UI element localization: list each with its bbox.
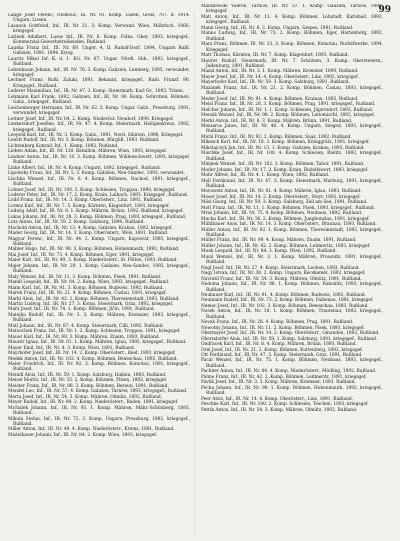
register-entry: Neubauer Karl, Inf., IR. Nr. 91. 4. Komp. Böhmen, Budweis, 1892, Rußland. [201, 293, 366, 299]
register-entry: Loibl Franz, Inf., IR. Nr. 14. 3. Komp. Oberösterr., Linz, 1892, Rußland. [8, 198, 164, 204]
register-entry: Pecha Johann, Inf., IR. Nr. 98. 1. Komp. Böhmen, Hohenmauth, 1892, kriegsgef., Rußland. [201, 385, 383, 397]
register-entry: Mayer Emil, Inf., IR. Nr. 4. 3. Komp. Wien, 1891, Rußland. [8, 345, 135, 351]
register-entry: Pavlik Josef, Inf., IR. Nr. 3. 3. Komp. Mähren, Kremsier, 1893, Rußland. [201, 380, 356, 386]
register-entry: Mikolajczyk Jan, Inf., IR. Nr. 13. 1. Komp. Galizien, Krakau, 1893, Rußland. [201, 145, 365, 151]
register-entry: Maliszewski Valerie, Tarnów, IR. Nr. 57. 1. Komp. Galizien, Tarnów, 1890, kriegsgef. [201, 4, 383, 15]
register-entry: Leichenberger Hermann, Inf., IR. Nr. 62. 3. Komp. Ungar. Galiz., Pressburg, 1891, verwundet, kriegsgef. [8, 105, 190, 117]
register-entry: Müller Franz, Inf., IR. Nr. 99. 4. Komp. Mähren, Znaim, 1891, Rußland. [201, 238, 357, 244]
register-entry: Peschke Karl, Inf., IR. Nr. 100. 2. Komp. Schlesien, Teschen, 1893, kriegsgef. [201, 402, 369, 408]
register-entry: Meszaros Janos, Inf., IR. Nr. 46. 4. Komp. Ungarn, Szeged, 1893, kriegsgef., Rußland. [201, 123, 383, 135]
register-entry: Mikesch Karl, Inf., IR. Nr. 18. 3. Komp. Böhmen, Königgrätz, 1891, kriegsgef. [201, 140, 370, 146]
register-entry: Meister Franz, Inf., IR. Nr. 88. 3. Komp. Böhmen, Beraun, 1891, Rußland. [8, 383, 169, 389]
register-entry: Lasanck Gottfried, Inf., IR. Nr. 21. 3. Komp. Verwund. Wien, Mährisch. 1866, kriegsgef. [8, 23, 190, 35]
register-entry: Lenkersdorf Josefine, Inf., IR. Nr. 47. 4. Komp. Steiermark, Heiligenkreuz, 1892, kriegsgef., Rußland. [8, 122, 190, 133]
register-entry: Nagy Istvan, Inf., IR. Nr. 38. 2. Komp. Ungarn, Kecskemét, 1892, kriegsgef. [201, 271, 366, 277]
register-entry: Maier Karl, Inf., IR. Nr. 49. 3. Komp. Niederösterr., St. Pölten, 1893, Rußland. [8, 258, 178, 264]
register-entry: Nagl Josef, Inf., IR. Nr. 27. 4. Komp. Steiermark, Leoben, 1893, Rußland. [201, 265, 360, 271]
register-entry: Merkl Anton, Inf., IR. Nr. 8. 3. Komp. Mähren, Brünn, 1891, Rußland. [201, 118, 353, 124]
register-entry: Maurer Rudolf, Steiermark, IR. Nr. 7. Schützen, 3. Komp. Obersteierm., Judenburg, 1891, Rußland. [201, 58, 383, 69]
register-entry: Müller Anton, Inf., IR. Nr. 92. 1. Komp. Böhmen, Theresienstadt, 1892, kriegsgef., Rußland. [201, 227, 383, 239]
register-entry: Lauritz Mikel Inf. K. d. 1. KG. Nr. 67. Ungar. Nördl. Sbh., 1892, kriegsgef., Rußland. [8, 56, 190, 68]
register-entry: Lukas Johann, Inf., IR. Nr. 28. 3. Komp. Böhmen, Prag, 1893, kriegsgef., Rußland. [8, 214, 187, 220]
register-entry: Linke Albert, Inf., IR. Nr. 4. Komp. Ungarn, 1892, kriegsgef., Rußland. [8, 165, 161, 171]
register-entry: Marz Franz, Böhmen, IR. Nr. 13. 3. Komp. Böhmen, Komotau, Rudolfwerke, 1894. Kriegsgef. [201, 42, 383, 53]
register-entry: Melcher Johann, Inf., IR. Nr. 1. 1. Komp. Schlesien, Jägerndorf, 1893, Rußland. [201, 107, 374, 113]
register-entry: Nemec Josef, Inf., IR. Nr. 102. 3. Komp. Böhmen, Beneschau, 1893, Rußland. [201, 303, 369, 309]
register-entry: Mai Josef, Inf., IR. Nr. 73. 4. Komp. Böhmen, Eger, 1891, kriegsgef. [8, 252, 155, 258]
register-entry: Musil Wenzel, Inf., IR. Nr. 3. 1. Komp. Mähren, Prossnitz, 1891, kriegsgef., Rußland. [201, 254, 383, 266]
register-entry: Latinek Adalbert, Lasse Inf., IR. Nr. 6. Komp. Folka, Ober, 1893, kriegsgef., Kommerzial-Gewerbetreibenden, Rußland. [8, 34, 190, 46]
register-entry: Mucha Karl, Inf., IR. Nr. 36. 2. Komp. Böhmen, Jungbunzlau, 1891, kriegsgef. [201, 216, 370, 222]
right-column [201, 4, 383, 413]
register-entry: Motl Franz, Inf., IR. Nr. 11. 1. Komp. Böhmen, Pisek, 1893, kriegsgef., Rußland. [201, 205, 375, 211]
register-entry: Meder Josef, Inf., IR. Nr. 91. 4. Komp. Böhmen, Krumau, 1892, Rußland. [201, 96, 359, 102]
register-entry: Mühlbauer Alois, Inf., IR. Nr. 14. 3. Komp. Oberösterr., Braunau, 1893, Rußland. [201, 222, 377, 228]
register-entry: Lehmann Karl Frank, 1892, Galizien, Inf., IR. Nr. 90. Komp. Schrotten, Böhmen, Galiz., kriegsgef., Rußland. [8, 94, 190, 106]
register-entry: Lindner Anton, Inf., IR. Nr. 10. 3. Komp. Böhmen, Wildenschwert, 1893, kriegsgef. Rußland. [8, 154, 190, 166]
register-entry: Neumann Rudolf, Inf., IR. Nr. 73. 2. Komp. Böhmen, Falkenau, 1891, kriegsgef. [201, 298, 374, 304]
register-entry: Mohr Alfred, Inf., IR. Nr. 4. 1. Komp. Wien, 1892, Rußland. [201, 173, 330, 179]
register-entry: Mader Georg, Inf., IR. Nr. 14. 3. Komp. Oberösterr., Wels, 1891. Rußland. [8, 231, 169, 237]
register-entry: Lebenbaum Johann, Inf., IR. Nr. 76. 3. Komp. Galizien, Lemberg, 1895, verwundet, kriegsgef. [8, 67, 190, 78]
register-entry: Navratil Franz, Inf., IR. Nr. 54. 3. Komp. Mähren, Olmütz, 1891, Rußland. [201, 276, 362, 282]
register-entry: Nedoma Johann, Inf., IR. Nr. 88. 1. Komp. Böhmen, Rakonitz, 1893, kriegsgef., Rußland. [201, 282, 383, 293]
register-entry: Mayerhofer Karl, Inf., IR. Nr. 59. 3. Komp. Salzburg, 1891. Rußland. [201, 80, 350, 86]
register-entry: Mazal Anton, Inf., IR. Nr. 3. 1. Komp. Mähren, Kremsier, 1890, Rußland. [201, 69, 359, 75]
register-entry: Leopold Karl, Inf., IR. Nr. 3. Komp. Galiz., 1891, Nord. Sibirien, 1896, Kriegsgef. [8, 132, 184, 138]
register-entry: Ott Ferdinand, Inf., IR. Nr. 47. 3. Komp. Steiermark, Graz, 1891, Rußland. [201, 353, 363, 358]
register-entry: Martin Ludwig, Inf., IR. Nr. 27. 3. Komp. Steiermark, Graz, 1892, kriegsgef. [8, 302, 174, 308]
register-entry: Malt Anton, Inf., IR. Nr. 11. 4. Komp. Böhmen, Lohstadt, Karlsbad, 1893, kriegsgef., Rußland. [201, 14, 383, 26]
register-entry: Pachner Anton, Inf., IR. Nr. 84. 4. Komp. Niederösterr., Mödling, 1892, Rußland. [201, 369, 377, 375]
register-entry: Ondracek Karl, Inf., IR. Nr. 8. 4. Komp. Mähren, Brünn, 1893, Rußland. [201, 342, 357, 348]
register-entry: Oberndorfer Alois, Inf., IR. Nr. 59. 1. Komp. Salzburg, 1891, kriegsgef., Rußland. [201, 336, 378, 342]
register-entry: Maly Wenzel, Inf., IR. Nr. 11. 3. Komp. Böhmen, Pisek, 1891, Rußland. [8, 274, 162, 280]
register-entry: Matt Thomas, Kärnten, IR. Nr. 7. Komp. Klagenfurt, 1893. Rußland. [201, 53, 349, 59]
register-entry: Mendel Leo, Inf., IR. Nr. 57. 4. Komp. Galizien, Tarnów, 1893, kriegsgef., Rußland. [8, 389, 188, 395]
register-entry: Nowotny Johann, Inf., IR. Nr. 11. 2. Komp. Böhmen, Písek, 1893, kriegsgef. [201, 325, 365, 331]
register-entry: Mayrhofer Josef, Inf., IR. Nr. 14. 2. Komp. Oberösterr., Ried, 1893, kriegsgef. [8, 351, 176, 357]
register-entry: Marx Josef, Inf., IR. Nr. 74. 1. Komp. Böhmen, Jičín, 1891, Rußland. [8, 307, 155, 313]
register-entry: Mensik Wenzel, Inf., IR. Nr. 98. 2. Komp. Böhmen, Leitomischl, 1892, kriegsgef. [201, 113, 375, 119]
column-gutter [194, 10, 195, 535]
left-column [8, 13, 190, 438]
register-entry: Novak Franz, Inf., IR. Nr. 28. 4. Komp. Böhmen, Prag, 1891, Rußland. [201, 320, 354, 326]
register-entry: Peer Alois, Inf., IR. Nr. 14. 4. Komp. Oberösterr., Linz, 1891, Rußland. [201, 396, 353, 402]
register-entry: Mann Karl, Inf., IR. Nr. 91. 3. Komp. Böhmen, Budweis, 1892, Rußland. [8, 285, 164, 291]
register-entry: Moser Josef, Inf., IR. Nr. 14. 2. Komp. Oberösterr., Steyr, 1892, kriegsgef. [201, 194, 361, 200]
register-entry: Lauska Franz Inf., III. Nr. 69. Unger. 4. II. Rudolf-Dorf. 1894. Ungarn Rußl. Galizien, 1891. 1894. Krieg. [8, 45, 190, 57]
register-entry: Matejka Rudolf, Inf., IR. Nr. 3. 3. Komp. Mähren, Kremsier, 1893, kriegsgef., Rußland. [8, 312, 190, 324]
register-entry: Ludwig Adolf, Inf., IR. Nr. 8. 1. Komp. Mähren, Brünn, 1892, Rußland, kriegsgef. [8, 209, 184, 215]
register-entry: Michalek Johann, Inf., IR. Nr. 93. 1. Komp. Mähren, Mähr.-Schönberg, 1893, Rußland. [8, 405, 190, 417]
register-entry: Munk Leopold, Inf., IR. Nr. 84. 3. Komp. Wien, 1892, Rußland. [201, 249, 337, 255]
register-entry: Leitner Josef, Inf., IR. Nr. 64. 2. Komp. Niederöst. Neudorf, 1890. Kriegsgef. [8, 116, 174, 122]
register-entry: Lichtenberg Konrad, Inf., 1. Komp. 1892, Rußland. [8, 143, 119, 149]
register-entry: Mösl Georg, Inf., IR. Nr. 59. 3. Komp. Salzburg, Zell am See, 1891, Rußland. [201, 200, 368, 206]
register-entry: Matl Johann, Inf., IR. Nr. 87. 4. Komp. Steiermark, Cilli, 1892, Rußland. [8, 323, 164, 329]
register-entry: Mandl Leopold, Inf., IR. Nr. 84. 2. Komp. Wien, 1893, kriegsgef., Rußland. [8, 280, 170, 286]
register-entry: Loderer Peter, Inf., IR. Nr. 17. 2. Komp. Krain, Laibach, 1893. Kriegsgef., Rußland. [8, 192, 188, 198]
register-entry: Mlejnek Wenzel, Inf., IR. Nr. 102. 3. Komp. Böhmen, Tabor, 1891, Rußland. [201, 162, 365, 168]
register-entry: Lederer Maximilian, Inf., IR. Nr. 47. 3. Komp. Steiermark. Karl Gr., 1893. Trixen. [8, 89, 185, 95]
register-entry: Lobner Josef, Inf., IR. Nr. 100. 3. Komp. Schlesien, Troppau, 1890, kriegsgef. [8, 187, 176, 193]
register-entry: Obermayer Josef, Inf., IR. Nr. 14. 3. Komp. Oberösterr., Gmunden, 1892, Rußland. [201, 331, 380, 337]
register-entry: Petrik Anton, Inf., IR. Nr. 54. 3. Komp. Mähren, Olmütz, 1892, Rußland. [201, 407, 358, 413]
register-entry: Meyer Rudolf, Inf., IR. Nr. 84. 2. Komp. Niederösterr., Baden, 1891, kriegsgef. [8, 400, 179, 406]
register-entry: Lewitt Rudolf, Inf., IR. Nr. 3. Komp. Böhmen, Bürgliß, 1893. Rußland. [8, 138, 160, 144]
register-entry: Manns Ludwig, Inf., IR. Nr. 73. 2. Komp. Böhmen, Eger, Hartenberg, 1892, Rußland. [201, 31, 383, 42]
page-number: 99 [378, 5, 391, 15]
register-entry: Müller Johann, Inf., IR. Nr. 42. 2. Komp. Böhmen, Leitmeritz, 1893, kriegsgef. [201, 243, 371, 249]
register-entry: Morawetz Anton, Inf., IR. Nr. 81. 4. Komp. Mähren, Iglau, 1893, Rußland. [201, 189, 362, 195]
register-entry: Lieben Adam, Inf., IR. Nr. 130. Bataillon, Mähren, Wien, 1893, kriegsgef. [8, 149, 168, 155]
register-entry: Mahler Hugo, Inf., IR. Nr. 98. 3. Komp. Böhmen, Hohenmauth, 1892, Rußland. [8, 247, 180, 253]
register-entry: Marek Franz, Inf., IR. Nr. 21. 4. Komp. Böhmen, Časlau, 1891, kriegsgef. [8, 291, 167, 297]
register-entry: Nosek Anton, Inf., IR. Nr. 18. 1. Komp. Böhmen, Trautenau, 1892, kriegsgef., Rußland. [201, 309, 383, 320]
register-entry: Mayer Josef, Inf., IR. Nr. 14. 4. Komp. Oberösterr., Linz, 1892, kriegsgef. [201, 74, 359, 80]
register-entry: Miller Anton, Inf., IR. Nr. 49. 4. Komp. Niederösterr., Krems, 1891, Rußland. [8, 427, 175, 433]
register-entry: Merta Josef, Inf., IR. Nr. 54. 3. Komp. Mähren, Olmütz, 1892, Rußland. [8, 394, 163, 400]
register-entry: Lipowsky Franz, Inf., IR. Nr. 5. 3. Komp. Galizien, Neu-Sandec, 1893, verwundet. [8, 171, 185, 177]
register-entry: Machold Anton, Inf., IR. Nr. 13. 4. Komp. Galizien, Krakau, 1892, kriegsgef. [8, 225, 173, 231]
register-entry: Maurer Ignaz, Inf., IR. Nr. 81. 1. Komp. Mähren, Iglau, 1892, kriegsgef., Rußland. [8, 340, 187, 346]
register-entry: Lange Josef Ferenc, Olomouc, III. Nr. 91. Komp. Lüsen, Greis, 707. d. 1914. Ungarn, Lissen. [8, 13, 190, 24]
register-entry: Mann Georg, Inf., IR. Nr. 6. 3. Komp. Ungarn, Szepes, 1891, Rußland. [201, 25, 354, 31]
register-entry: Pacal Wenzel, Inf., IR. Nr. 75. 1. Komp. Böhmen, Neuhaus, 1893, kriegsgef., Rußland. [201, 358, 383, 369]
register-entry: Medek Anton, Inf., IR. Nr. 102. 4. Komp. Böhmen, Beneschau, 1892, Rußland. [8, 356, 178, 362]
register-entry: Mauer Karl, Inf., IR. Nr. 99. 3. Komp. Mähren, Znaim, 1893, Rußland. [8, 334, 160, 340]
register-entry: Lorenz Karl, Inf., IR. Nr. 7. 5. Komp. Kärnten, Klagenfurt, 1891, kriegsgef. [8, 203, 170, 209]
register-entry: Moder Johann, Inf., IR. Nr. 17. 2. Komp. Krain, Rudolfswert, 1893, kriegsgef. [201, 167, 369, 173]
register-entry: Majer Johann, Inf., IR. Nr. 20. 1. Komp. Galizien, Neu-Sandec, 1892, kriegsgef., Rußland. [8, 263, 190, 275]
register-entry: Meier Friedrich, Inf., IR. Nr. 92. 3. Komp. Böhmen, Komotau, 1891, kriegsgef., Rußland. [8, 362, 190, 373]
register-entry: Lechner Franz, Rußl. Zaluki, 1891. Bekannt, kriegsgef., Rußl. Franzf. 90. Kriegsgef., Rußland. [8, 78, 190, 89]
register-entry: Lutz Anton, Inf., IR. Nr. 59. 2. Komp. Salzburg, 1890, Rußland. [8, 220, 145, 226]
register-entry: Meindl Alois, Inf., IR. Nr. 59. 1. Komp. Salzburg, Hallein, 1893, Rußland. [8, 372, 167, 378]
register-entry: Michl Franz, Inf., IR. Nr. 92. 2. Komp. Böhmen, Saaz, 1892, Rußland. [201, 134, 352, 140]
register-entry: Mazanek Franz, Inf., IR. Nr. 21. 2. Komp. Böhmen, Časlau, 1893, kriegsgef., Rußland. [201, 85, 383, 97]
register-entry: Orel Josef, Inf., IR. Nr. 21. 2. Komp. Böhmen, Kuttenberg, 1892, kriegsgef. [201, 347, 363, 353]
register-entry: Meisel Moritz, Inf., IR. Nr. 35. 2. Komp. Böhmen, Pilsen, 1892, kriegsgef. [8, 378, 168, 384]
register-entry: Mikula Stefan, Inf., IR. Nr. 72. 3. Komp. Ungarn, Pressburg, 1892, kriegsgef., Rußland. [8, 416, 190, 427]
register-entry: Mischke Josef, Inf., IR. Nr. 100. 4. Komp. Schlesien, Bielitz, 1892, kriegsgef., Rußland. [201, 151, 383, 162]
register-entry: Markl Alois, Inf., IR. Nr. 42. 2. Komp. Böhmen, Theresienstadt, 1893, Rußland. [8, 296, 180, 302]
register-entry: Mraz Johann, Inf., IR. Nr. 75. 4. Komp. Böhmen, Neuhaus, 1892, Rußland. [201, 211, 363, 217]
register-entry: Mistelbauer Johann, Inf., IR. Nr. 84. 2. Komp. Wien, 1893, kriegsgef. [8, 432, 158, 438]
register-entry: Palme Franz, Inf., IR. Nr. 42. 2. Komp. Böhmen, Leitmeritz, 1891, kriegsgef. [201, 374, 367, 380]
register-entry: Lischka Wenzel, Inf., IR. Nr. 6. 4. Komp. Böhmen, Nachod, 1891, kriegsgef., Rußland. [8, 176, 190, 188]
register-entry: Moll Ferdinand, Inf., IR. Nr. 47. 3. Komp. Steiermark, Marburg, 1891, kriegsgef., Rußland. [201, 178, 383, 189]
register-entry: Meisl Franz, Inf., IR. Nr. 28. 3. Komp. Böhmen, Prag, 1891, kriegsgef., Rußland. [201, 102, 376, 108]
register-entry: Magyar Ferenc, Inf., IR. Nr. 44. 2. Komp. Ungarn, Kaposvár, 1893, kriegsgef., Rußland. [8, 236, 190, 248]
register-entry: Matuschek Franz, Inf., IR. Nr. 1. 2. Komp. Schlesien, Troppau, 1891, kriegsgef. [8, 329, 181, 335]
